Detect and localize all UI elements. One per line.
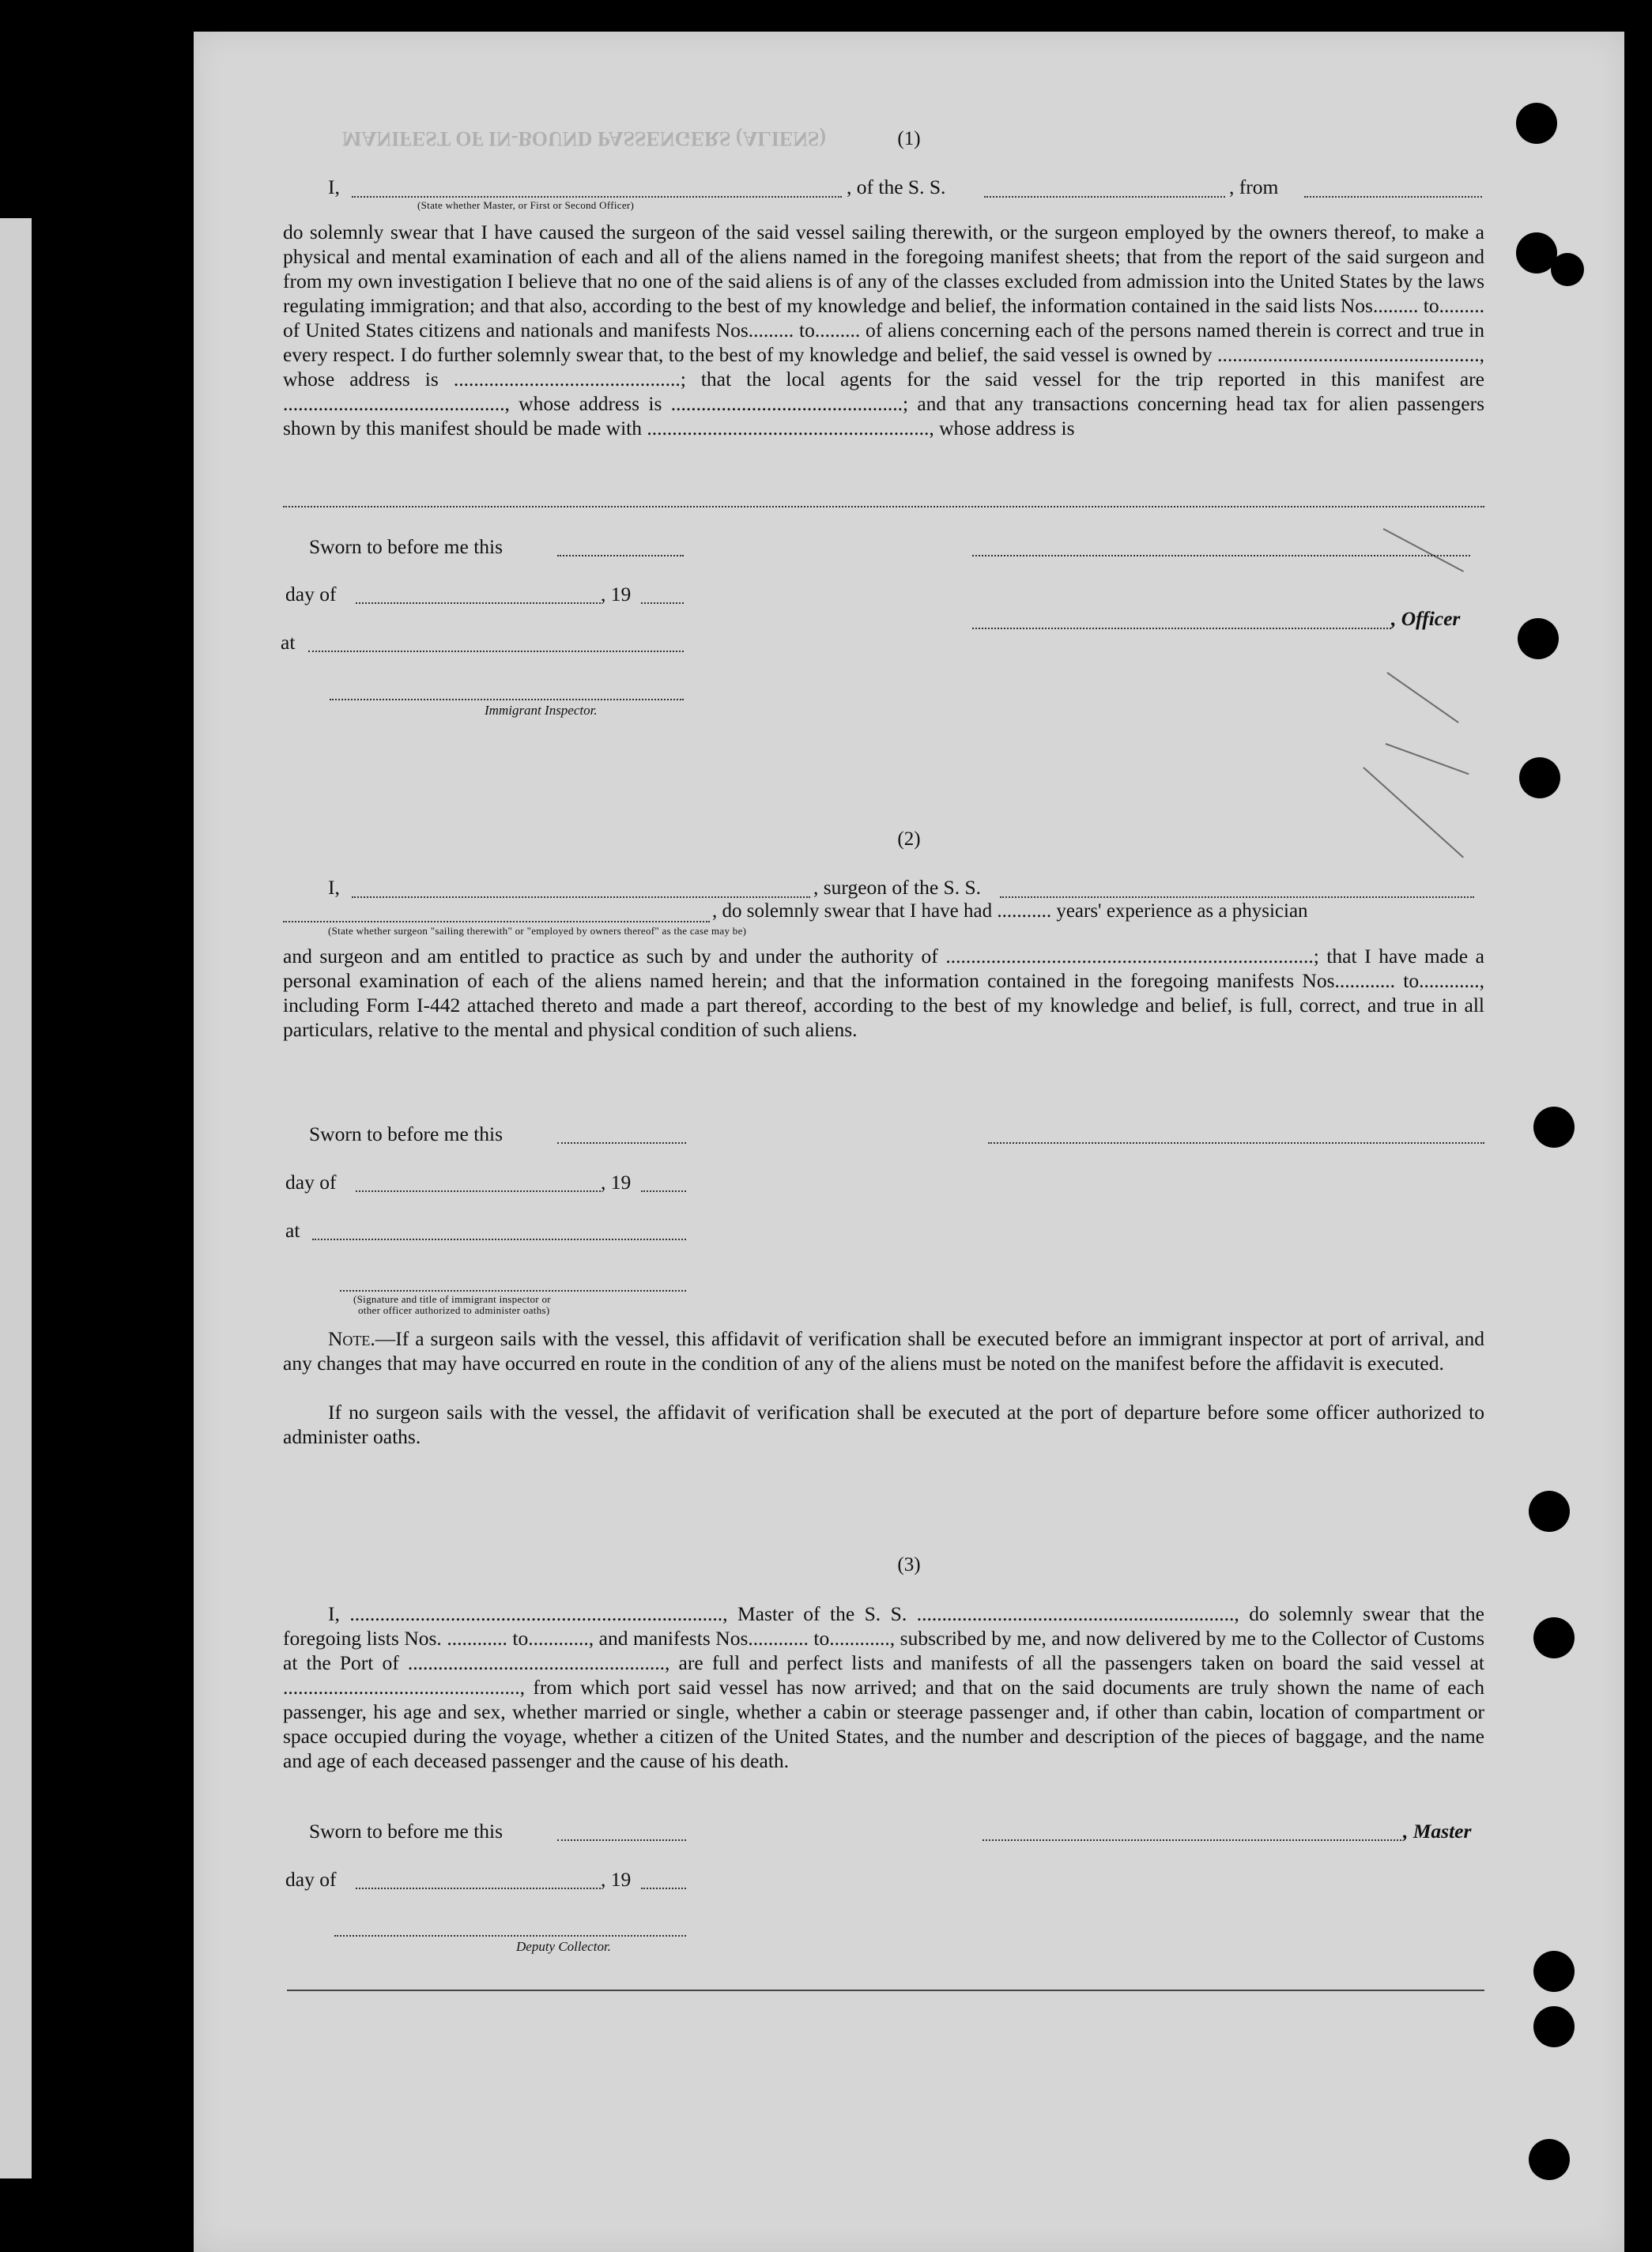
section-2-year: , 19 [601, 1171, 632, 1194]
section-3-year: , 19 [601, 1868, 632, 1891]
section-1-day-of: day of [285, 583, 337, 605]
section-1-sworn: Sworn to before me this [309, 535, 504, 558]
note-paragraph-2 [283, 1400, 1484, 1449]
pencil-mark [1386, 672, 1458, 723]
section-3-sworn: Sworn to before me this [309, 1820, 504, 1843]
section-2-paragraph: and surgeon and am entitled to practice as such by and under the authority of .........................................................................; that I have made a personal examination of each of the aliens named herein; and that the information contained in the foregoing manifests Nos............ to............, including Form I-442 attached thereto and made a part thereof, according to the best of my knowledge and belief, is full, correct, and true in all particulars, relative to the mental and physical condition of such aliens. [283, 945, 1484, 1041]
note-text-2: If no surgeon sails with the vessel, the affidavit of verification shall be executed at the port of departure before some officer authorized to administer oaths. [283, 1401, 1484, 1448]
surgeon-status-field[interactable] [283, 919, 710, 922]
punch-hole [1533, 2006, 1575, 2047]
section-3-text: I, .........................................................................., Master of the S. S. ..............................................................., do solemnly swear that the foregoing lists Nos. ............ to............, and manifests Nos............ to............, subscribed by me, and now delivered by me to the Collector of Customs at the Port of ..................................................., are full and perfect lists and manifests of all the passengers taken on board the said vessel at ..............................................., from which port said vessel has now arrived; and that on the said documents are truly shown the name of each passenger, his age and sex, whether married or single, whether a cabin or steerage passenger and, if other than cabin, location of compartment or space occupied during the voyage, whether a citizen of the United States, and the number and description of the pieces of baggage, and the name and age of each deceased passenger and the cause of his death. [283, 1602, 1484, 1772]
section-3-year-field[interactable] [641, 1886, 686, 1889]
section-2-signature-field[interactable] [988, 1141, 1484, 1144]
section-2-at: at [285, 1219, 300, 1242]
section-1-at: at [281, 631, 296, 654]
section-2-place-field[interactable] [312, 1237, 686, 1240]
section-2-line-2: , do solemnly swear that I have had ........... years' experience as a physician [712, 900, 1308, 922]
scanner-edge [0, 218, 32, 2178]
payee-address-field[interactable] [283, 504, 1484, 507]
section-2-sworn-date-field[interactable] [557, 1141, 686, 1144]
punch-hole [1529, 1491, 1570, 1532]
punch-hole [1551, 253, 1584, 286]
punch-hole [1516, 103, 1557, 144]
section-3-master-signature-field[interactable] [983, 1838, 1401, 1841]
punch-hole [1533, 1617, 1575, 1658]
section-1-officer-label: , Officer [1391, 607, 1461, 630]
section-1-year-field[interactable] [641, 601, 684, 604]
punch-hole [1533, 1107, 1575, 1148]
note-label: Note. [328, 1327, 375, 1350]
section-2-vessel-field[interactable] [1000, 895, 1474, 898]
manifest-back-page [194, 32, 1624, 2252]
section-2-surgeon-of-ss: , surgeon of the S. S. [813, 876, 982, 899]
section-3-deputy-label: Deputy Collector. [516, 1939, 611, 1954]
section-3-paragraph [283, 1601, 1484, 1773]
section-1-day-field[interactable] [356, 601, 601, 604]
section-1-paragraph: do solemnly swear that I have caused the surgeon of the said vessel sailing therewith, or the surgeon employed by the owners thereof, to make a physical and mental examination of each and all of the aliens named in the foregoing manifest sheets; that from the report of the said surgeon and from my own investigation I believe that no one of the said aliens is of any of the classes excluded from admission into the United States by the laws regulating immigration; and that also, according to the best of my knowledge and belief, the information contained in the said lists Nos......... to......... of United States citizens and nationals and manifests Nos......... to......... of aliens concerning each of the persons named therein is correct and true in every respect. I do further solemnly swear that, to the best of my knowledge and belief, the said vessel is owned by ...................................................., whose address is .............................................; that the local agents for the said vessel for the trip reported in this manifest are ............................................, whose address is ..............................................; and that any transactions concerning head tax for alien passengers shown by this manifest should be made with ........................................................, whose address is [283, 221, 1484, 439]
section-1-officer-field[interactable] [972, 626, 1391, 629]
pencil-mark [1386, 743, 1469, 775]
surgeon-name-field[interactable] [352, 895, 810, 898]
section-1-number: (1) [897, 128, 921, 149]
section-1-of-ss: , of the S. S. [847, 175, 946, 198]
section-3-day-field[interactable] [356, 1886, 601, 1889]
section-1-place-field[interactable] [308, 649, 684, 652]
section-3-number: (3) [897, 1554, 921, 1575]
section-2-sig-caption-1: (Signature and title of immigrant inspector or [353, 1293, 551, 1305]
section-3-day-of: day of [285, 1868, 337, 1891]
section-1-year: , 19 [601, 583, 632, 605]
section-1-sworn-date-field[interactable] [557, 553, 684, 556]
section-1-inspector-signature-field[interactable] [330, 697, 684, 700]
pencil-mark [1383, 528, 1464, 572]
note-text-1: —If a surgeon sails with the vessel, this affidavit of verification shall be executed before an immigrant inspector at port of arrival, and any changes that may have occurred en route in the condition of any of the aliens must be noted on the manifest before the affidavit is executed. [283, 1327, 1484, 1375]
bleed-through-heading: MANIFEST OF IN-BOUND PASSENGERS (ALIENS) [342, 127, 827, 150]
section-1-signature-field[interactable] [972, 553, 1470, 556]
section-1-inspector-label: Immigrant Inspector. [485, 703, 598, 718]
section-1-caption: (State whether Master, or First or Second Officer) [417, 199, 635, 211]
section-3-collector-signature-field[interactable] [334, 1933, 686, 1937]
section-3-sworn-date-field[interactable] [557, 1838, 686, 1841]
section-2-sworn: Sworn to before me this [309, 1122, 504, 1145]
origin-port-field[interactable] [1304, 194, 1482, 198]
vessel-name-field[interactable] [984, 194, 1225, 198]
section-2-day-field[interactable] [356, 1189, 601, 1192]
section-2-number: (2) [897, 828, 921, 850]
punch-hole [1518, 618, 1559, 659]
punch-hole [1519, 757, 1560, 798]
section-3-master-label: , Master [1403, 1820, 1472, 1843]
section-2-year-field[interactable] [641, 1189, 686, 1192]
section-2-caption: (State whether surgeon "sailing therewith" or "employed by owners thereof" as the case may be) [328, 925, 747, 937]
section-2-sig-caption-2: other officer authorized to administer oaths) [358, 1304, 550, 1316]
punch-hole [1529, 2139, 1570, 2180]
section-2-line-i: I, [328, 876, 340, 899]
section-2-day-of: day of [285, 1171, 337, 1194]
officer-name-field[interactable] [352, 194, 842, 198]
section-1-from: , from [1229, 175, 1279, 198]
section-1-line-i: I, [328, 175, 340, 198]
note-paragraph-1 [283, 1326, 1484, 1375]
punch-hole [1533, 1951, 1575, 1992]
section-2-inspector-signature-field[interactable] [340, 1288, 686, 1292]
bottom-rule [287, 1988, 1484, 1991]
